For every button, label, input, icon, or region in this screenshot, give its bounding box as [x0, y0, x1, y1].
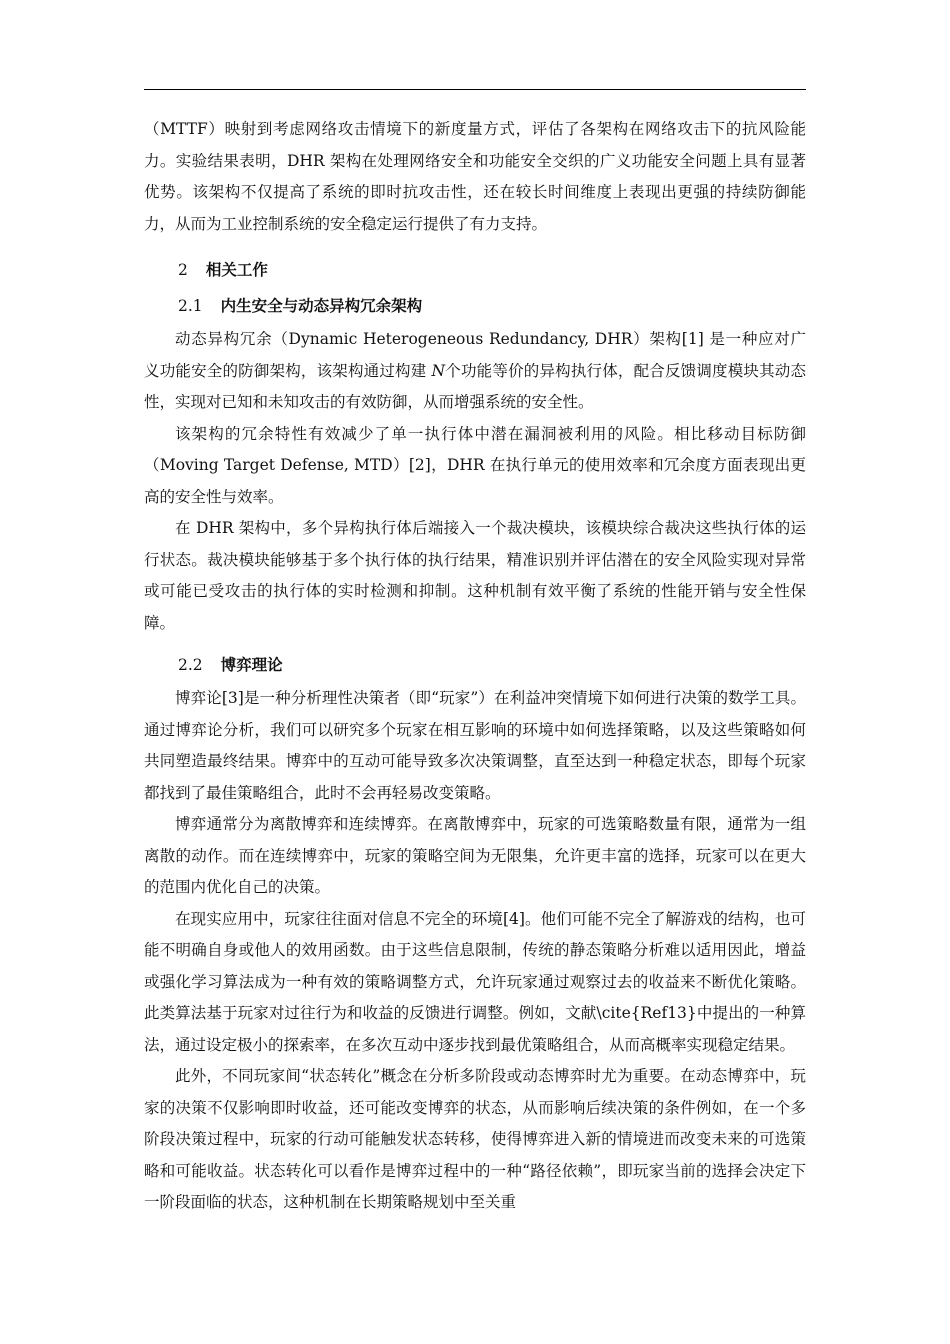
subsection-title: 内生安全与动态异构冗余架构: [220, 296, 423, 315]
subsection-heading-dhr: [178, 290, 806, 322]
page-body: [144, 114, 806, 1219]
paragraph-dhr-definition: 动态异构冗余（Dynamic Heterogeneous Redundancy, DHR）架构[1] 是一种应对广义功能安全的防御架构，该架构通过构建 𝑁个功能等价的异构执行体，配合反馈调度模块其动态性，实现对已知和未知攻击的有效防御，从而增强系统的安全性。: [144, 330, 806, 411]
subsection-number: 2.2: [178, 656, 203, 674]
header-rule: [144, 89, 806, 90]
paragraph-game-theory-intro: 博弈论[3]是一种分析理性决策者（即“玩家”）在利益冲突情境下如何进行决策的数学工具。通过博弈论分析，我们可以研究多个玩家在相互影响的环境中如何选择策略，以及这些策略如何共同塑造最终结果。博弈中的互动可能导致多次决策调整，直至达到一种稳定状态，即每个玩家都找到了最佳策略组合，此时不会再轻易改变策略。: [144, 689, 806, 802]
subsection-heading-game-theory: [178, 649, 806, 681]
paragraph-state-transition: 此外，不同玩家间“状态转化”概念在分析多阶段或动态博弈时尤为重要。在动态博弈中，玩家的决策不仅影响即时收益，还可能改变博弈的状态，从而影响后续决策的条件例如，在一个多阶段决策过程中，玩家的行动可能触发状态转移，使得博弈进入新的情境进而改变未来的可选策略和可能收益。状态转化可以看作是博弈过程中的一种“路径依赖”，即玩家当前的选择会决定下一阶段面临的状态，这种机制在长期策略规划中至关重: [144, 1067, 806, 1211]
paragraph-dhr-arbiter: 在 DHR 架构中，多个异构执行体后端接入一个裁决模块，该模块综合裁决这些执行体的运行状态。裁决模块能够基于多个执行体的执行结果，精准识别并评估潜在的安全风险实现对异常或可能已受攻击的执行体的实时检测和抑制。这种机制有效平衡了系统的性能开销与安全性保障。: [144, 519, 806, 632]
paragraph-discrete-continuous: 博弈通常分为离散博弈和连续博弈。在离散博弈中，玩家的可选策略数量有限，通常为一组离散的动作。而在连续博弈中，玩家的策略空间为无限集，允许更丰富的选择，玩家可以在更大的范围内优化自己的决策。: [144, 815, 806, 896]
subsection-number: 2.1: [178, 297, 203, 315]
subsection-title: 博弈理论: [220, 655, 283, 674]
paragraph-dhr-redundancy: 该架构的冗余特性有效减少了单一执行体中潜在漏洞被利用的风险。相比移动目标防御（Moving Target Defense, MTD）[2]，DHR 在执行单元的使用效率和冗余度方面表现出更高的安全性与效率。: [144, 424, 806, 506]
section-number: 2: [178, 261, 188, 279]
section-heading-related-work: [178, 254, 806, 286]
paragraph-incomplete-information: 在现实应用中，玩家往往面对信息不完全的环境[4]。他们可能不完全了解游戏的结构，也可能不明确自身或他人的效用函数。由于这些信息限制，传统的静态策略分析难以适用因此，增益或强化学习算法成为一种有效的策略调整方式，允许玩家通过观察过去的收益来不断优化策略。此类算法基于玩家对过往行为和收益的反馈进行调整。例如，文献\cite{Ref13}中提出的一种算法，通过设定极小的探索率，在多次互动中逐步找到最优策略组合，从而高概率实现稳定结果。: [144, 909, 806, 1054]
section-title: 相关工作: [205, 260, 268, 279]
paragraph-intro-continued: （MTTF）映射到考虑网络攻击情境下的新度量方式，评估了各架构在网络攻击下的抗风险能力。实验结果表明，DHR 架构在处理网络安全和功能安全交织的广义功能安全问题上具有显著优势。该架构不仅提高了系统的即时抗攻击性，还在较长时间维度上表现出更强的持续防御能力，从而为工业控制系统的安全稳定运行提供了有力支持。: [144, 120, 806, 233]
